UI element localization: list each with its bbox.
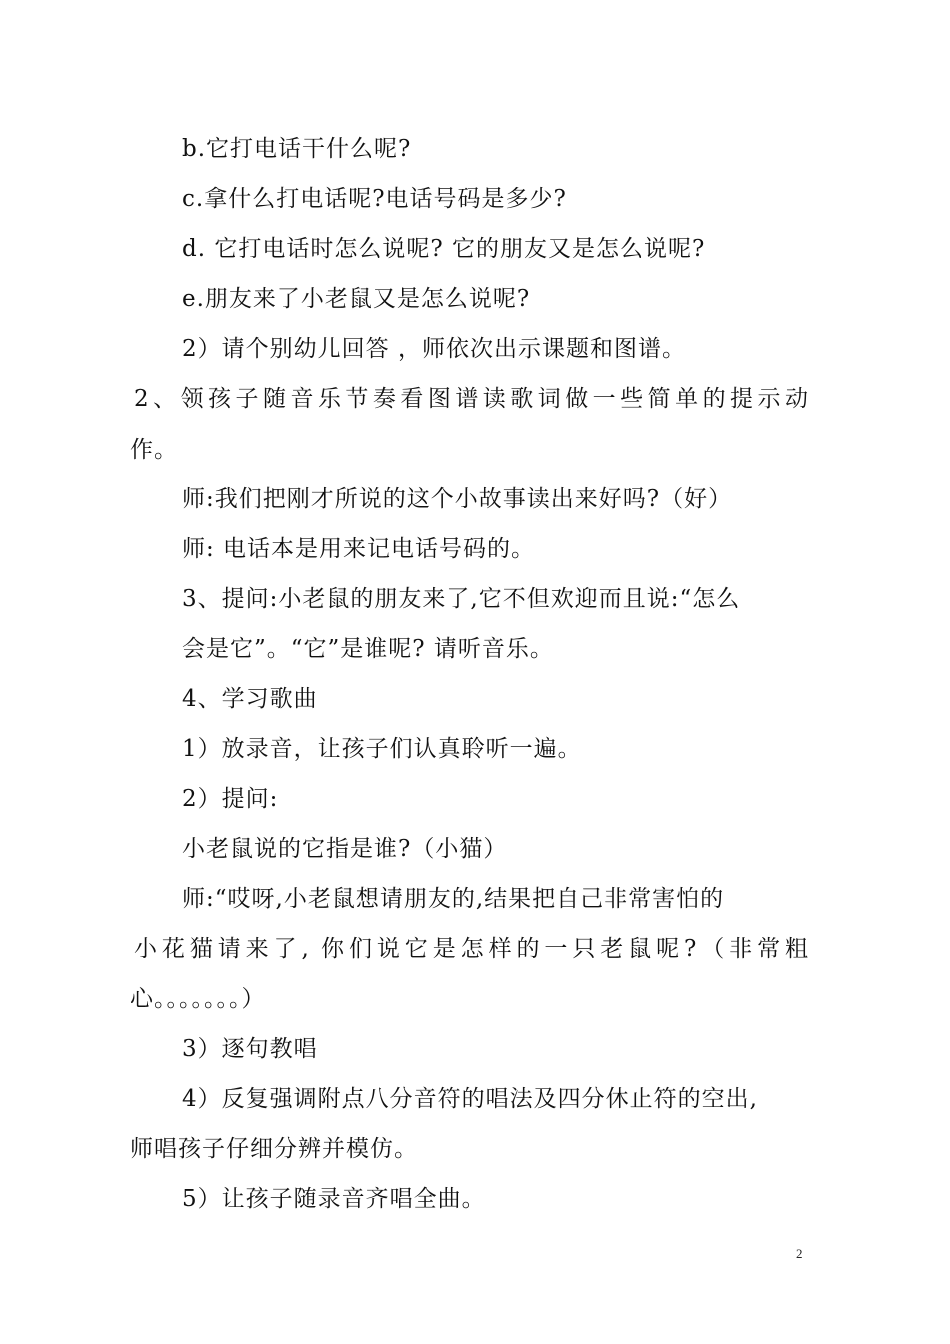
text-line: 会是它”。“它”是谁呢? 请听音乐。 <box>182 636 554 662</box>
text-line: b.它打电话干什么呢? <box>182 136 412 162</box>
text-line: e.朋友来了小老鼠又是怎么说呢? <box>182 286 531 312</box>
text-line: 1）放录音，让孩子们认真聆听一遍。 <box>182 736 582 762</box>
text-line: 师:“哎呀,小老鼠想请朋友的,结果把自己非常害怕的 <box>182 886 725 912</box>
text-line: d. 它打电话时怎么说呢? 它的朋友又是怎么说呢? <box>182 236 706 262</box>
text-line: 5）让孩子随录音齐唱全曲。 <box>182 1186 486 1212</box>
text-line: 3、提问:小老鼠的朋友来了,它不但欢迎而且说:“怎么 <box>182 586 741 612</box>
text-line: 2、领孩子随音乐节奏看图谱读歌词做一些简单的提示动 <box>134 386 808 412</box>
text-line: 小老鼠说的它指是谁?（小猫） <box>182 836 508 862</box>
text-line: 小花猫请来了, 你们说它是怎样的一只老鼠呢?（非常粗 <box>134 936 808 962</box>
text-line: c.拿什么打电话呢?电话号码是多少? <box>182 186 567 212</box>
text-line: 4、学习歌曲 <box>182 686 318 712</box>
text-line: 师:我们把刚才所说的这个小故事读出来好吗?（好） <box>182 486 733 512</box>
text-line: 师: 电话本是用来记电话号码的。 <box>182 536 536 562</box>
text-line: 师唱孩子仔细分辨并模仿。 <box>130 1136 418 1162</box>
text-line: 2）请个别幼儿回答 ，师依次出示课题和图谱。 <box>182 336 686 362</box>
text-line: 作。 <box>130 437 178 463</box>
text-line: 3）逐句教唱 <box>182 1036 318 1062</box>
text-line: 2）提问: <box>182 786 279 812</box>
text-line: 心。。。。。。。） <box>130 986 266 1012</box>
page-number: 2 <box>796 1246 803 1261</box>
text-line: 4）反复强调附点八分音符的唱法及四分休止符的空出, <box>182 1086 758 1112</box>
